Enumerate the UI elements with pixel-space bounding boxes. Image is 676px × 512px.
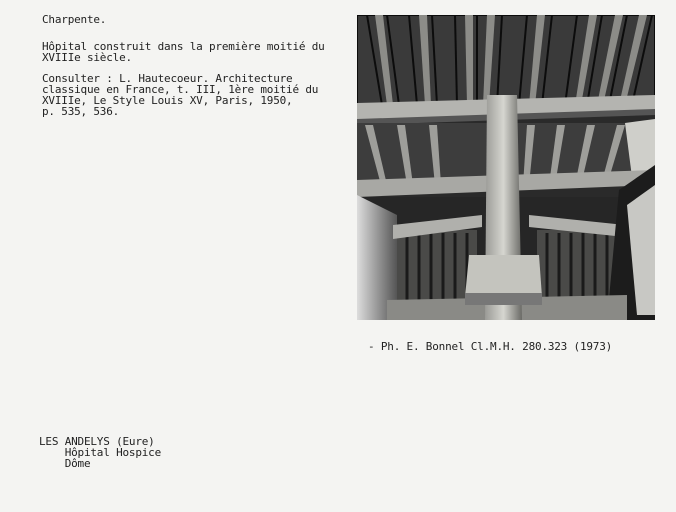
description-text: Hôpital construit dans la première moitié du XVIIIe siècle. (42, 40, 325, 64)
photo-credit: - Ph. E. Bonnel Cl.M.H. 280.323 (1973) (368, 340, 613, 353)
timber-roof-photo (357, 15, 655, 320)
reference-text: Consulter : L. Hautecoeur. Architecture classique en France, t. III, 1ère moitié du XVIIIe, Le Style Louis XV, Paris, 1950, p. 535, 536. (42, 72, 319, 118)
location-text: LES ANDELYS (Eure) Hôpital Hospice Dôme (39, 435, 162, 470)
card-title: Charpente. (42, 13, 107, 26)
